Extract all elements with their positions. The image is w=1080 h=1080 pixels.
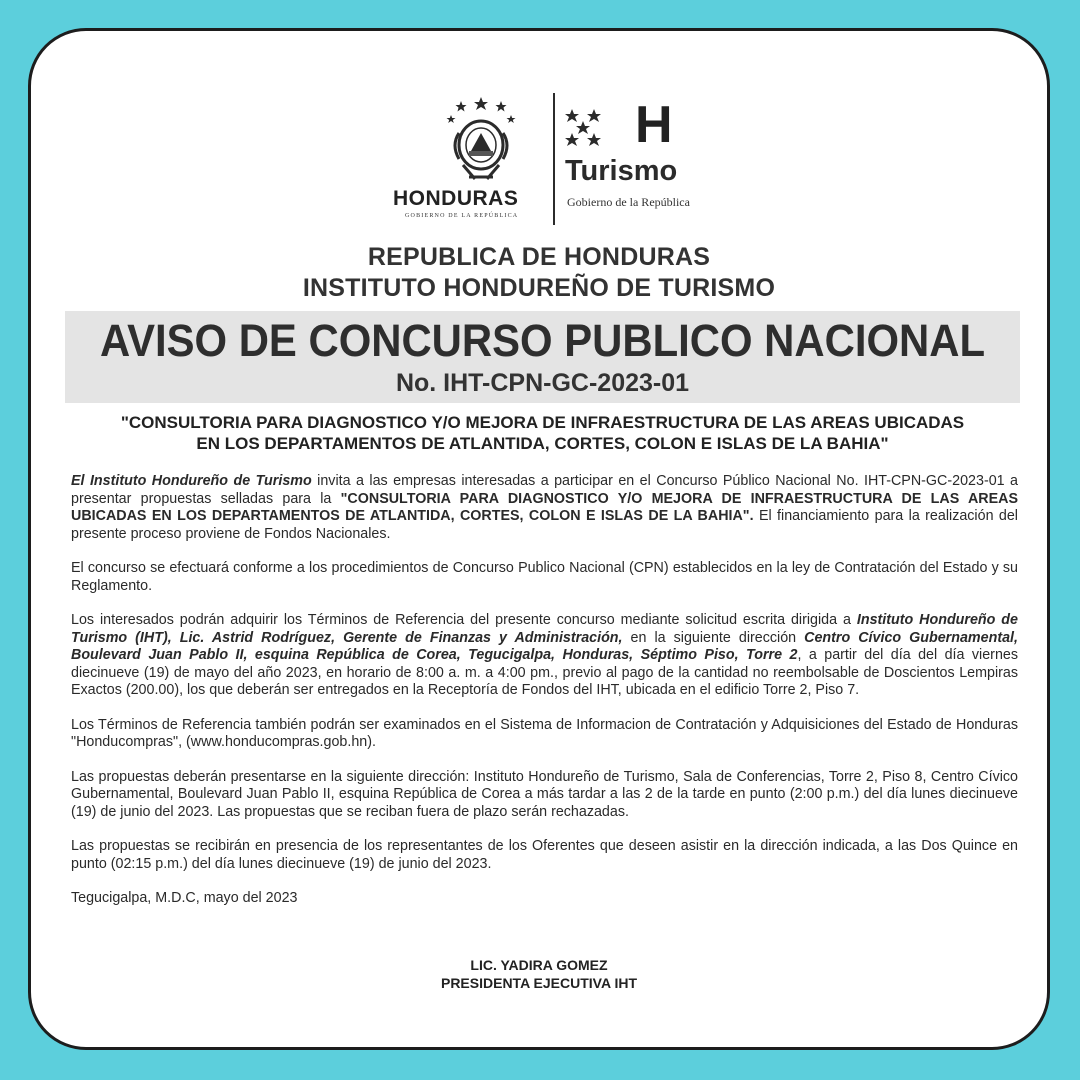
honduras-sub-label: GOBIERNO DE LA REPÚBLICA: [405, 213, 519, 219]
terms-text-a: Los interesados podrán adquirir los Términos de Referencia del presente concurso mediante solicitud escrita dirigida a: [71, 612, 857, 628]
project-title-line1: "CONSULTORIA PARA DIAGNOSTICO Y/O MEJORA DE INFRAESTRUCTURA DE LAS AREAS UBICADAS: [120, 413, 965, 432]
paragraph-date-place: Tegucigalpa, M.D.C, mayo del 2023: [71, 890, 298, 906]
financing-text: El financiamiento para la realización del presente proceso proviene de Fondos Nacionales.: [71, 508, 1018, 542]
paragraph-opening: Las propuestas se recibirán en presencia de los representantes de los Oferentes que deseen asistir en la dirección indicada, a las Dos Quince en punto (02:15 p.m.) del día lunes diecinueve (19) de junio del 2023.: [71, 838, 1018, 872]
paragraph-procedure: El concurso se efectuará conforme a los procedimientos de Concurso Publico Nacional (CPN) establecidos en la ley de Contratación del Estado y su Reglamento.: [71, 560, 1018, 594]
signature-name: LIC. YADIRA GOMEZ: [470, 957, 608, 973]
header-institute: INSTITUTO HONDUREÑO DE TURISMO: [302, 274, 776, 302]
turismo-wordmark: Turismo: [565, 155, 678, 187]
terms-text-e: , a partir del día del día viernes diecinueve (19) de mayo del año 2023, en horario de 8:00 a. m. a 4:00 pm., previo al pago de la cantidad no reembolsable de Doscientos Lempiras Exactos (200.00), los que deberán ser entregados en la Receptoría de Fondos del IHT, ubicada en el edificio Torre 2, Piso 7.: [71, 647, 1018, 698]
header-republic: REPUBLICA DE HONDURAS: [367, 243, 711, 271]
honduras-coat-of-arms-icon: [445, 95, 517, 187]
terms-recipient: Instituto Hondureño de Turismo (IHT), Lic. Astrid Rodríguez, Gerente de Finanzas y Administración,: [71, 612, 1018, 646]
project-title-line2: EN LOS DEPARTAMENTOS DE ATLANTIDA, CORTES, COLON E ISLAS DE LA BAHIA": [196, 434, 889, 453]
invitation-text: invita a las empresas interesadas a participar en el Concurso Público Nacional No. IHT-CPN-GC-2023-01 a presentar propuestas selladas para la: [71, 473, 1018, 507]
terms-text-c: en la siguiente dirección: [622, 629, 805, 646]
logo-divider: [553, 93, 555, 225]
logos-block: [391, 91, 731, 231]
notice-title: AVISO DE CONCURSO PUBLICO NACIONAL: [99, 315, 986, 366]
turismo-stars-icon: [563, 107, 629, 151]
paragraph-terms: [71, 612, 1018, 700]
honduras-wordmark: HONDURAS: [393, 187, 519, 210]
title-banner: [65, 311, 1020, 403]
turismo-h-letter: H: [635, 96, 673, 154]
turismo-sub-label: Gobierno de la República: [567, 195, 690, 209]
notice-body: [71, 473, 1018, 925]
terms-address: Centro Cívico Gubernamental, Boulevard Juan Pablo II, esquina República de Corea, Tegucigalpa, Honduras, Séptimo Piso, Torre 2: [71, 629, 1018, 663]
paragraph-invitation: [71, 473, 1018, 543]
notice-number: No. IHT-CPN-GC-2023-01: [395, 369, 690, 397]
project-title: [65, 412, 1020, 454]
paragraph-honducompras: Los Términos de Referencia también podrán ser examinados en el Sistema de Informacion de Contratación y Adquisiciones del Estado de Honduras "Honducompras", (www.honducompras.gob.hn).: [71, 716, 1018, 750]
paragraph-submission: Las propuestas deberán presentarse en la siguiente dirección: Instituto Hondureño de Turismo, Sala de Conferencias, Torre 2, Piso 8, Centro Cívico Gubernamental, Boulevard Juan Pablo II, esquina República de Corea a más tardar a las 2 de la tarde en punto (2:00 p.m.) del día lunes diecinueve (19) de junio del 2023. Las propuestas que se reciban fuera de plazo serán rechazadas.: [71, 768, 1018, 820]
notice-card: [28, 28, 1050, 1050]
signature-title: PRESIDENTA EJECUTIVA IHT: [440, 975, 638, 991]
institute-name: El Instituto Hondureño de Turismo: [71, 473, 312, 489]
invitation-project: "CONSULTORIA PARA DIAGNOSTICO Y/O MEJORA DE INFRAESTRUCTURA DE LAS AREAS UBICADAS EN LOS DEPARTAMENTOS DE ATLANTIDA, CORTES, COLON E ISLAS DE LA BAHIA".: [71, 490, 1019, 524]
